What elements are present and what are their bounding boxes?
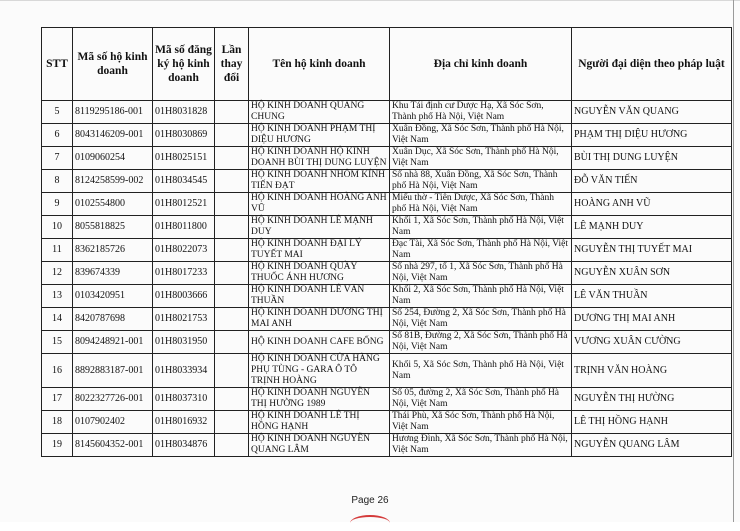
- row-change-count: [215, 308, 249, 331]
- row-registration-code: 01H8003666: [153, 285, 215, 308]
- row-registration-code: 01H8031950: [153, 331, 215, 354]
- row-registration-code: 01H8034545: [153, 170, 215, 193]
- table-row: [42, 434, 732, 457]
- row-change-count: [215, 147, 249, 170]
- row-change-count: [215, 331, 249, 354]
- row-business-name: HỘ KINH DOANH QUẦY THUỐC ÁNH HƯƠNG: [249, 262, 390, 285]
- red-seal-stamp: [350, 515, 390, 531]
- row-business-name: HỘ KINH DOANH HỘ KINH DOANH BÙI THỊ DUNG LUYỆN: [249, 147, 390, 170]
- row-business-code: 839674339: [73, 262, 153, 285]
- row-business-code: 8043146209-001: [73, 124, 153, 147]
- row-registration-code: 01H8016932: [153, 411, 215, 434]
- row-stt: 9: [42, 193, 73, 216]
- row-representative: NGUYỄN THỊ HƯỜNG: [572, 388, 732, 411]
- row-registration-code: 01H8011800: [153, 216, 215, 239]
- row-representative: TRỊNH VĂN HOÀNG: [572, 354, 732, 388]
- row-stt: 5: [42, 101, 73, 124]
- table-row: [42, 239, 732, 262]
- row-stt: 8: [42, 170, 73, 193]
- row-registration-code: 01H8030869: [153, 124, 215, 147]
- row-business-name: HỘ KINH DOANH CAFE BỐNG: [249, 331, 390, 354]
- row-representative: ĐỖ VĂN TIẾN: [572, 170, 732, 193]
- row-change-count: [215, 193, 249, 216]
- row-business-code: 8124258599-002: [73, 170, 153, 193]
- page-right-edge: [733, 0, 734, 522]
- table-row: [42, 216, 732, 239]
- table-row: [42, 262, 732, 285]
- row-address: Miếu thờ - Tiên Dược, Xã Sóc Sơn, Thành phố Hà Nội, Việt Nam: [390, 193, 572, 216]
- header-business-code: Mã số hộ kinh doanh: [73, 28, 153, 101]
- row-stt: 14: [42, 308, 73, 331]
- row-business-name: HỘ KINH DOANH NGUYỄN THỊ HƯỜNG 1989: [249, 388, 390, 411]
- row-business-code: 8119295186-001: [73, 101, 153, 124]
- row-business-name: HỘ KINH DOANH NHÔM KÍNH TIẾN ĐẠT: [249, 170, 390, 193]
- table-row: [42, 388, 732, 411]
- table-row: [42, 331, 732, 354]
- row-stt: 10: [42, 216, 73, 239]
- row-representative: NGUYỄN XUÂN SƠN: [572, 262, 732, 285]
- row-registration-code: 01H8017233: [153, 262, 215, 285]
- row-address: Hương Đình, Xã Sóc Sơn, Thành phố Hà Nội, Việt Nam: [390, 434, 572, 457]
- row-representative: LÊ VĂN THUẦN: [572, 285, 732, 308]
- row-business-code: 0103420951: [73, 285, 153, 308]
- row-address: Khối 1, Xã Sóc Sơn, Thành phố Hà Nội, Việt Nam: [390, 216, 572, 239]
- row-address: Xuân Đồng, Xã Sóc Sơn, Thành phố Hà Nội, Việt Nam: [390, 124, 572, 147]
- header-address: Địa chỉ kinh doanh: [390, 28, 572, 101]
- row-change-count: [215, 124, 249, 147]
- table-row: [42, 124, 732, 147]
- row-stt: 15: [42, 331, 73, 354]
- header-change-count: Lần thay đổi: [215, 28, 249, 101]
- row-stt: 16: [42, 354, 73, 388]
- table-row: [42, 170, 732, 193]
- row-business-name: HỘ KINH DOANH NGUYỄN QUANG LÂM: [249, 434, 390, 457]
- row-business-code: 8055818825: [73, 216, 153, 239]
- row-representative: PHẠM THỊ DIỆU HƯƠNG: [572, 124, 732, 147]
- row-business-code: 8022327726-001: [73, 388, 153, 411]
- row-business-name: HỘ KINH DOANH CỬA HÀNG PHỤ TÙNG - GARA Ô TÔ TRỊNH HOÀNG: [249, 354, 390, 388]
- row-registration-code: 01H8025151: [153, 147, 215, 170]
- row-address: Khu Tái định cư Dược Hạ, Xã Sóc Sơn, Thành phố Hà Nội, Việt Nam: [390, 101, 572, 124]
- row-address: Số 81B, Đường 2, Xã Sóc Sơn, Thành phố Hà Nội, Việt Nam: [390, 331, 572, 354]
- row-stt: 12: [42, 262, 73, 285]
- row-registration-code: 01H8033934: [153, 354, 215, 388]
- table-row: [42, 147, 732, 170]
- row-registration-code: 01H8031828: [153, 101, 215, 124]
- row-representative: NGUYỄN THỊ TUYẾT MAI: [572, 239, 732, 262]
- row-representative: NGUYỄN QUANG LÂM: [572, 434, 732, 457]
- row-change-count: [215, 285, 249, 308]
- row-stt: 7: [42, 147, 73, 170]
- header-representative: Người đại diện theo pháp luật: [572, 28, 732, 101]
- page-top-edge: [0, 0, 740, 1]
- row-change-count: [215, 388, 249, 411]
- business-registry-table: [41, 27, 732, 457]
- row-representative: HOÀNG ANH VŨ: [572, 193, 732, 216]
- row-business-name: HỘ KINH DOANH LÊ MẠNH DUY: [249, 216, 390, 239]
- header-stt: STT: [42, 28, 73, 101]
- row-representative: BÙI THỊ DUNG LUYỆN: [572, 147, 732, 170]
- row-business-name: HỘ KINH DOANH QUANG CHUNG: [249, 101, 390, 124]
- table-row: [42, 285, 732, 308]
- page-number: Page 26: [351, 495, 389, 506]
- table-row: [42, 193, 732, 216]
- row-address: Khối 5, Xã Sóc Sơn, Thành phố Hà Nội, Việt Nam: [390, 354, 572, 388]
- row-business-name: HỘ KINH DOANH ĐẠI LÝ TUYẾT MAI: [249, 239, 390, 262]
- row-representative: LÊ THỊ HỒNG HẠNH: [572, 411, 732, 434]
- row-stt: 17: [42, 388, 73, 411]
- row-change-count: [215, 262, 249, 285]
- row-stt: 6: [42, 124, 73, 147]
- table-row: [42, 411, 732, 434]
- row-stt: 18: [42, 411, 73, 434]
- row-change-count: [215, 411, 249, 434]
- row-business-name: HỘ KINH DOANH PHẠM THỊ DIỆU HƯƠNG: [249, 124, 390, 147]
- row-business-code: 8892883187-001: [73, 354, 153, 388]
- row-business-code: 8094248921-001: [73, 331, 153, 354]
- row-change-count: [215, 354, 249, 388]
- row-representative: VƯƠNG XUÂN CƯỜNG: [572, 331, 732, 354]
- row-stt: 13: [42, 285, 73, 308]
- row-representative: LÊ MẠNH DUY: [572, 216, 732, 239]
- row-address: Đạc Tài, Xã Sóc Sơn, Thành phố Hà Nội, Việt Nam: [390, 239, 572, 262]
- table-header-row: [42, 28, 732, 101]
- row-change-count: [215, 216, 249, 239]
- row-address: Số 254, Đường 2, Xã Sóc Sơn, Thành phố Hà Nội, Việt Nam: [390, 308, 572, 331]
- table-row: [42, 308, 732, 331]
- row-address: Số nhà 88, Xuân Đồng, Xã Sóc Sơn, Thành phố Hà Nội, Việt Nam: [390, 170, 572, 193]
- row-business-code: 8362185726: [73, 239, 153, 262]
- row-business-name: HỘ KINH DOANH DƯƠNG THỊ MAI ANH: [249, 308, 390, 331]
- table-row: [42, 354, 732, 388]
- row-registration-code: 01H8012521: [153, 193, 215, 216]
- row-registration-code: 01H8037310: [153, 388, 215, 411]
- row-business-code: 8420787698: [73, 308, 153, 331]
- row-address: Số nhà 297, tổ 1, Xã Sóc Sơn, Thành phố Hà Nội, Việt Nam: [390, 262, 572, 285]
- row-change-count: [215, 239, 249, 262]
- row-representative: NGUYỄN VĂN QUANG: [572, 101, 732, 124]
- table-row: [42, 101, 732, 124]
- row-business-name: HỘ KINH DOANH HOÀNG ANH VŨ: [249, 193, 390, 216]
- row-representative: DƯƠNG THỊ MAI ANH: [572, 308, 732, 331]
- row-stt: 19: [42, 434, 73, 457]
- row-registration-code: 01H8034876: [153, 434, 215, 457]
- header-business-name: Tên hộ kinh doanh: [249, 28, 390, 101]
- row-change-count: [215, 170, 249, 193]
- header-registration-code: Mã số đăng ký hộ kinh doanh: [153, 28, 215, 101]
- row-address: Số 05, đường 2, Xã Sóc Sơn, Thành phố Hà Nội, Việt Nam: [390, 388, 572, 411]
- row-address: Thái Phù, Xã Sóc Sơn, Thành phố Hà Nội, Việt Nam: [390, 411, 572, 434]
- row-address: Xuân Dục, Xã Sóc Sơn, Thành phố Hà Nội, Việt Nam: [390, 147, 572, 170]
- row-stt: 11: [42, 239, 73, 262]
- row-registration-code: 01H8021753: [153, 308, 215, 331]
- row-change-count: [215, 101, 249, 124]
- row-address: Khối 2, Xã Sóc Sơn, Thành phố Hà Nội, Việt Nam: [390, 285, 572, 308]
- row-business-code: 0109060254: [73, 147, 153, 170]
- row-registration-code: 01H8022073: [153, 239, 215, 262]
- row-change-count: [215, 434, 249, 457]
- row-business-code: 0107902402: [73, 411, 153, 434]
- row-business-name: HỘ KINH DOANH LÊ VĂN THUẦN: [249, 285, 390, 308]
- row-business-code: 8145604352-001: [73, 434, 153, 457]
- row-business-code: 0102554800: [73, 193, 153, 216]
- row-business-name: HỘ KINH DOANH LÊ THỊ HỒNG HẠNH: [249, 411, 390, 434]
